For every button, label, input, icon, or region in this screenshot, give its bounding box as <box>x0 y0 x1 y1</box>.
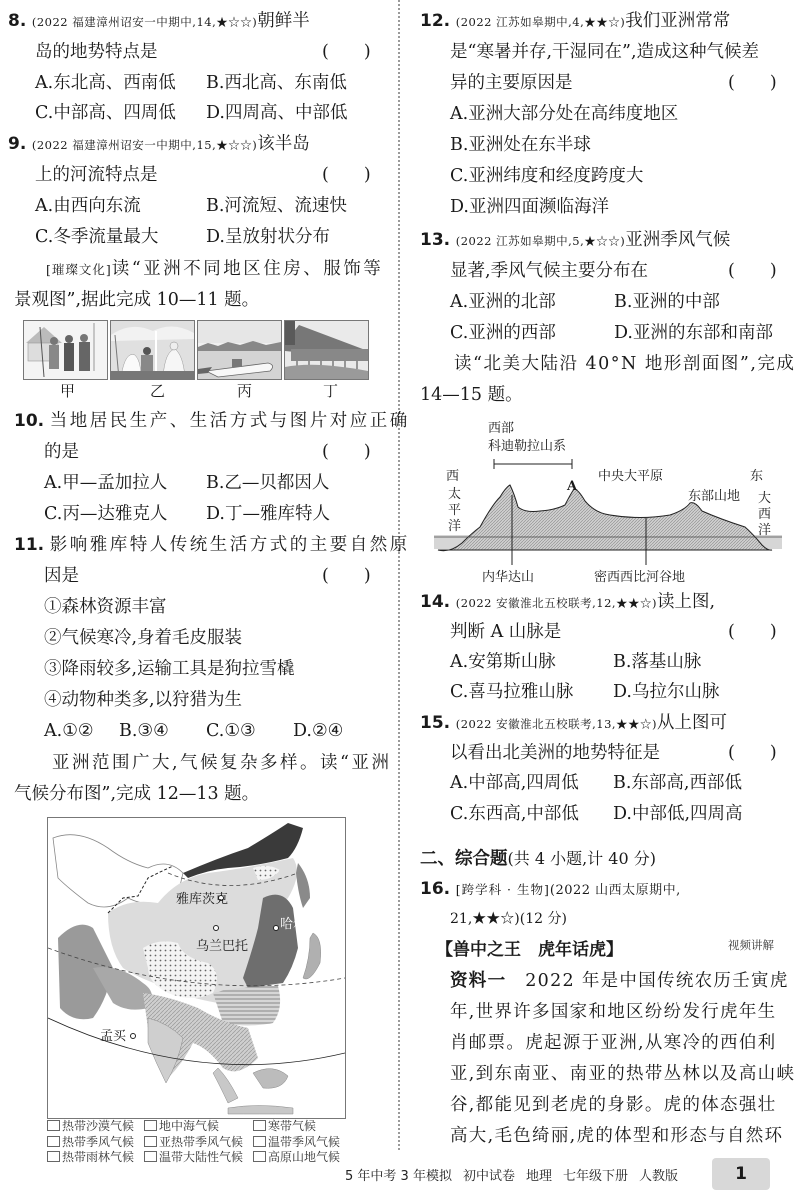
material-1-line3: 肖邮票。虎起源于亚洲,从寒冷的西伯利 <box>450 1033 777 1053</box>
atlantic-char: 洋 <box>758 523 772 538</box>
q13-option-c: C.亚洲的西部 <box>450 323 556 343</box>
legend-swatch <box>47 1151 60 1162</box>
intro-14-15-line1: 读“北美大陆沿 40°N 地形剖面图”,完成 <box>454 354 796 374</box>
q8-answer-blank[interactable]: ( ) <box>322 42 371 62</box>
material-1-line2: 年,世界许多国家和地区纷纷发行虎年生 <box>450 1002 777 1022</box>
pacific-char: 平 <box>448 503 462 518</box>
footer-series: 5 年中考 3 年模拟 <box>345 1169 452 1184</box>
material-1-line1 <box>450 969 789 993</box>
legend-item <box>253 1135 340 1151</box>
q8-stem-line2: 岛的地势特点是 <box>35 42 158 62</box>
section-2-heading <box>420 845 656 870</box>
q11-statement-1: ①森林资源丰富 <box>44 597 167 617</box>
q16-theme: 【兽中之王 虎年话虎】 <box>436 940 623 960</box>
q15-number: 15. <box>420 713 451 733</box>
q14-stem-line1 <box>420 590 715 615</box>
photo-ding <box>284 320 369 380</box>
intro-10-11-line1 <box>46 257 383 282</box>
q12-option-c: C.亚洲纬度和经度跨度大 <box>450 166 644 186</box>
q9-stem-start: 该半岛 <box>257 134 310 154</box>
q10-number: 10. <box>14 411 45 431</box>
intro-12-13-line2: 气候分布图”,完成 12—13 题。 <box>14 784 260 804</box>
page-number: 1 <box>712 1158 770 1190</box>
q15-option-a: A.中部高,四周低 <box>450 773 579 793</box>
q14-answer-blank[interactable]: ( ) <box>728 622 777 642</box>
q14-source: (2022 安徽淮北五校联考,12,★★☆) <box>455 596 658 610</box>
q11-stem-start: 影响雅库特人传统生活方式的主要自然原 <box>49 535 410 555</box>
q8-option-d: D.四周高、中部低 <box>206 103 348 123</box>
q11-number: 11. <box>14 535 45 555</box>
intro-10-11-tag: [璀璨文化] <box>46 262 112 277</box>
q8-option-c: C.中部高、四周低 <box>35 103 176 123</box>
q9-option-d: D.呈放射状分布 <box>206 227 330 247</box>
atlantic-char: 大 <box>758 491 772 506</box>
q15-stem-start: 从上图可 <box>657 713 728 733</box>
intro-14-15-line2: 14—15 题。 <box>420 385 523 405</box>
qr-caption: 视频讲解 <box>728 938 774 952</box>
photo-label-ding: 丁 <box>323 382 339 400</box>
pacific-char: 太 <box>448 487 462 502</box>
legend-swatch <box>47 1136 60 1147</box>
footer-grade: 七年级下册 <box>562 1169 628 1184</box>
legend-swatch <box>144 1120 157 1131</box>
legend-swatch <box>144 1136 157 1147</box>
q9-source: (2022 福建漳州诏安一中期中,15,★☆☆) <box>31 138 258 152</box>
q14-option-a: A.安第斯山脉 <box>450 652 556 672</box>
q13-stem-line1 <box>420 228 730 253</box>
q14-stem-line2: 判断 A 山脉是 <box>450 622 562 642</box>
footer-type: 初中试卷 <box>462 1169 515 1184</box>
q13-answer-blank[interactable]: ( ) <box>728 261 777 281</box>
q13-option-b: B.亚洲的中部 <box>614 292 720 312</box>
north-america-40n-profile <box>430 415 785 585</box>
legend-label: 亚热带季风气候 <box>159 1134 244 1149</box>
material-1-line5: 谷,都能见到老虎的身影。虎的体态强壮 <box>450 1095 777 1115</box>
legend-label: 热带雨林气候 <box>62 1150 135 1164</box>
legend-label: 高原山地气候 <box>268 1150 341 1164</box>
profile-label-mississippi: 密西西比河谷地 <box>594 570 686 585</box>
q10-stem-line2: 的是 <box>44 442 79 462</box>
profile-label-peak-a: A <box>567 479 578 494</box>
photo-label-jia: 甲 <box>60 382 76 400</box>
q15-source: (2022 安徽淮北五校联考,13,★★☆) <box>455 717 658 731</box>
legend-label: 寒带气候 <box>268 1119 317 1133</box>
atlantic-char: 西 <box>758 507 772 522</box>
q8-number: 8. <box>8 11 27 31</box>
q16-number: 16. <box>420 879 451 899</box>
legend-item <box>144 1135 243 1151</box>
profile-label-east: 东 <box>750 469 764 484</box>
q8-option-a: A.东北高、西南低 <box>35 73 176 93</box>
q10-option-c: C.丙—达雅克人 <box>44 504 168 524</box>
q13-stem-line2: 显著,季风气候主要分布在 <box>450 261 649 281</box>
q12-source: (2022 江苏如皋期中,4,★★☆) <box>455 15 626 29</box>
q11-statement-2: ②气候寒冷,身着毛皮服装 <box>44 628 243 648</box>
q10-stem-start: 当地居民生产、生活方式与图片对应正确 <box>49 411 410 431</box>
legend-swatch <box>253 1136 266 1147</box>
q15-stem-line1 <box>420 711 727 736</box>
legend-swatch <box>144 1151 157 1162</box>
photo-label-yi: 乙 <box>150 382 166 400</box>
q14-option-b: B.落基山脉 <box>613 652 702 672</box>
q10-option-b: B.乙—贝都因人 <box>206 473 330 493</box>
q11-statement-4: ④动物种类多,以狩猎为生 <box>44 690 243 710</box>
intro-12-13-line1: 亚洲范围广大,气候复杂多样。读“亚洲 <box>52 753 392 773</box>
q12-stem-line1 <box>420 9 730 34</box>
legend-item <box>144 1119 219 1135</box>
q10-option-a: A.甲—孟加拉人 <box>44 473 168 493</box>
q15-option-c: C.东西高,中部低 <box>450 804 579 824</box>
legend-swatch <box>253 1120 266 1131</box>
profile-label-west-range-2: 科迪勒拉山系 <box>488 439 567 454</box>
legend-label: 温带大陆性气候 <box>159 1150 244 1164</box>
q9-stem-line1 <box>8 132 310 157</box>
q10-stem-line1 <box>14 409 410 433</box>
q9-answer-blank[interactable]: ( ) <box>322 165 371 185</box>
photo-yi <box>110 320 195 380</box>
material-1-line6: 高大,毛色绮丽,虎的体型和形态与自然环 <box>450 1126 784 1146</box>
legend-label: 热带季风气候 <box>62 1134 135 1149</box>
q11-stem-line1 <box>14 533 410 557</box>
q9-option-a: A.由西向东流 <box>35 196 141 216</box>
legend-label: 温带季风气候 <box>268 1134 341 1149</box>
asia-climate-map <box>47 817 346 1119</box>
legend-item <box>47 1119 134 1135</box>
map-city-mumbai: 孟买 <box>100 1029 127 1044</box>
q12-answer-blank[interactable]: ( ) <box>728 73 777 93</box>
q12-option-a: A.亚洲大部分处在高纬度地区 <box>450 104 679 124</box>
q11-option-d: D.②④ <box>293 721 344 741</box>
q10-option-d: D.丁—雅库特人 <box>206 504 330 524</box>
photo-label-bing: 丙 <box>237 382 253 400</box>
legend-item <box>47 1135 134 1151</box>
page-footer <box>345 1165 689 1184</box>
legend-item <box>253 1150 340 1166</box>
q12-stem-line2: 是“寒暑并存,干湿同在”,造成这种气候差 <box>450 42 760 62</box>
q14-number: 14. <box>420 592 451 612</box>
legend-label: 地中海气候 <box>159 1119 220 1133</box>
q16-source-line2: 21,★★☆)(12 分) <box>450 911 567 927</box>
q9-number: 9. <box>8 134 27 154</box>
q11-answer-blank[interactable]: ( ) <box>322 566 371 586</box>
profile-label-east-mountains: 东部山地 <box>688 489 741 504</box>
footer-edition: 人教版 <box>639 1169 679 1184</box>
q15-stem-line2: 以看出北美洲的地势特征是 <box>450 743 660 763</box>
footer-subject: 地理 <box>525 1169 552 1184</box>
material-1-label: 资料一 <box>450 971 507 991</box>
material-1-line4: 亚,到东南亚、南亚的热带丛林以及高山峡 <box>450 1064 796 1084</box>
legend-item <box>47 1150 134 1166</box>
q11-option-c: C.①③ <box>206 721 256 741</box>
photo-jia <box>23 320 108 380</box>
intro-10-11-line2: 景观图”,据此完成 10—11 题。 <box>14 290 260 310</box>
q12-stem-line3: 异的主要原因是 <box>450 73 573 93</box>
q13-source: (2022 江苏如皋期中,5,★☆☆) <box>455 234 626 248</box>
q8-source: (2022 福建漳州诏安一中期中,14,★☆☆) <box>31 15 258 29</box>
q10-answer-blank[interactable]: ( ) <box>322 442 371 462</box>
map-city-harbin: 哈尔滨 <box>280 917 320 932</box>
legend-swatch <box>253 1151 266 1162</box>
photo-bing <box>197 320 282 380</box>
q9-stem-line2: 上的河流特点是 <box>35 165 158 185</box>
section-2-note: (共 4 小题,计 40 分) <box>507 849 656 868</box>
q16-tag: [跨学科 · 生物] <box>455 882 550 897</box>
q11-option-b: B.③④ <box>119 721 169 741</box>
intro-10-11-text1: 读“亚洲不同地区住房、服饰等 <box>111 259 384 279</box>
q15-option-d: D.中部低,四周高 <box>613 804 743 824</box>
q14-option-d: D.乌拉尔山脉 <box>613 682 720 702</box>
legend-swatch <box>47 1120 60 1131</box>
q16-source-line1: (2022 山西太原期中, <box>549 883 681 898</box>
pacific-char: 洋 <box>448 519 462 534</box>
section-2-title: 二、综合题 <box>420 849 508 869</box>
q9-option-b: B.河流短、流速快 <box>206 196 347 216</box>
q13-number: 13. <box>420 230 451 250</box>
q13-option-d: D.亚洲的东部和南部 <box>614 323 773 343</box>
q12-stem-start: 我们亚洲常常 <box>625 11 731 31</box>
q11-option-a: A.①② <box>44 721 94 741</box>
q13-stem-start: 亚洲季风气候 <box>625 230 731 250</box>
q8-stem-line1 <box>8 9 310 34</box>
q9-option-c: C.冬季流量最大 <box>35 227 159 247</box>
q16-stem-line1 <box>420 877 681 903</box>
q8-option-b: B.西北高、东南低 <box>206 73 347 93</box>
column-divider <box>398 0 400 1150</box>
q14-stem-start: 读上图, <box>657 592 716 612</box>
q13-option-a: A.亚洲的北部 <box>450 292 556 312</box>
map-city-ulaanbaatar: 乌兰巴托 <box>196 939 249 954</box>
q11-statement-3: ③降雨较多,运输工具是狗拉雪橇 <box>44 659 295 679</box>
profile-label-pacific <box>448 487 462 535</box>
profile-label-west-range-1: 西部 <box>488 421 515 436</box>
q8-stem-start: 朝鲜半 <box>257 11 310 31</box>
landscape-photos <box>23 320 373 380</box>
profile-label-central-plain: 中央大平原 <box>598 469 664 484</box>
q12-option-d: D.亚洲四面濒临海洋 <box>450 197 609 217</box>
qr-code[interactable] <box>731 877 785 931</box>
q15-option-b: B.东部高,西部低 <box>613 773 742 793</box>
q11-stem-line2: 因是 <box>44 566 79 586</box>
legend-label: 热带沙漠气候 <box>62 1119 135 1133</box>
map-city-yakutsk: 雅库茨克 <box>176 892 229 907</box>
q15-answer-blank[interactable]: ( ) <box>728 743 777 763</box>
material-1-text-start: 2022 年是中国传统农历壬寅虎 <box>525 971 789 991</box>
legend-item <box>253 1119 316 1135</box>
profile-label-sierra-nevada: 内华达山 <box>482 570 535 585</box>
legend-item <box>144 1150 243 1166</box>
profile-label-west: 西 <box>446 469 460 484</box>
q12-option-b: B.亚洲处在东半球 <box>450 135 591 155</box>
q12-number: 12. <box>420 11 451 31</box>
profile-label-atlantic <box>758 491 772 539</box>
q14-option-c: C.喜马拉雅山脉 <box>450 682 574 702</box>
